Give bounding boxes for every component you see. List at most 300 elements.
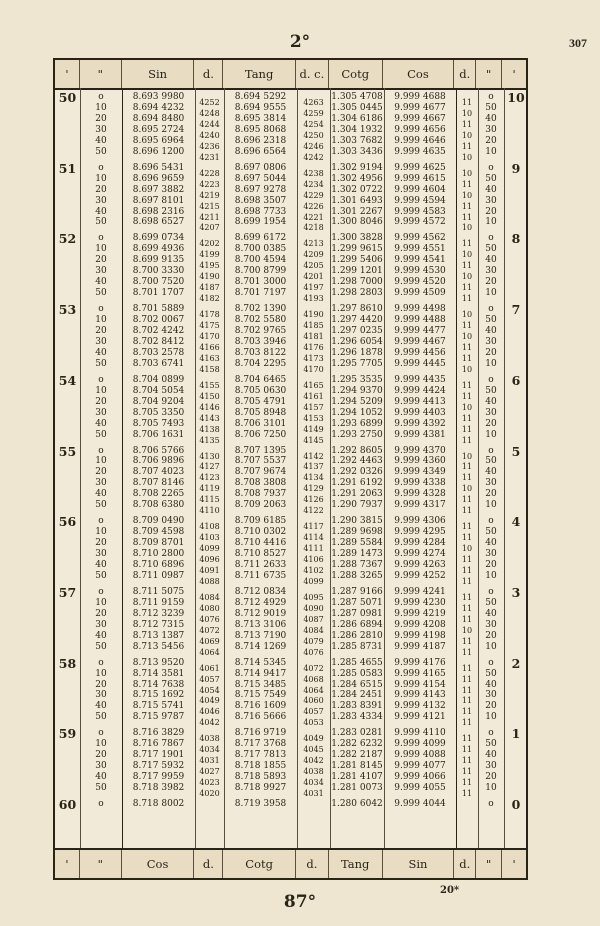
cotg-value: 1.289 9698 [331,527,383,538]
minute-label-right: 1 [511,726,521,742]
tang-value: 8.695 3814 [234,113,287,124]
sin-difference: 4054 [199,685,220,695]
sin-value: 8.694 8480 [132,113,185,124]
cotg-value: 1.285 4655 [331,657,383,668]
tang-difference: 4064 [303,685,324,695]
minute-label: 50 [58,90,77,105]
seconds-value: 50 [95,288,107,299]
cos-value: 9.999 4403 [394,407,446,418]
seconds-value-right: o [488,586,494,597]
cotg-value: 1.283 4334 [331,712,383,723]
sin-value: 8.694 4232 [132,102,185,113]
cotg-value: 1.299 9615 [331,244,383,255]
seconds-value-right: 30 [485,478,497,489]
seconds-value: 30 [95,407,107,418]
sin-value: 8.704 5054 [132,385,185,396]
cos-value: 9.999 4208 [394,619,446,630]
cos-difference: 11 [461,734,473,744]
seconds-value: o [98,586,104,597]
cotg-value: 1.295 7705 [331,358,383,369]
page-number: 307 [569,36,587,50]
cotg-value: 1.292 8605 [331,445,383,456]
footer-col-dc: d. [296,850,329,878]
sin-difference: 4027 [199,767,220,777]
cos-value: 9.999 4509 [394,288,446,299]
cotg-value: 1.292 4463 [331,456,383,467]
tang-difference: 4038 [303,767,324,777]
cos-value: 9.999 4165 [394,668,446,679]
cos-difference: 11 [461,435,473,445]
cos-difference: 11 [461,353,473,363]
seconds-value: 40 [95,630,107,641]
tang-value: 8.714 5345 [234,657,287,668]
tang-value: 8.715 7549 [234,690,287,701]
seconds-value-right: 30 [485,690,497,701]
tang-value: 8.714 1269 [234,641,287,652]
tang-value: 8.698 3507 [234,195,287,206]
tang-difference: 4060 [303,696,324,706]
cos-difference: 11 [461,321,473,331]
signature-mark: 20* [440,885,460,896]
tang-value: 8.717 3768 [234,739,287,750]
sin-value: 8.699 4936 [132,244,185,255]
tang-difference: 4246 [303,141,324,151]
seconds-value-right: 30 [485,266,497,277]
cos-difference: 11 [461,566,473,576]
cos-difference: 11 [461,718,473,728]
cotg-value: 1.281 8145 [331,761,383,772]
tang-value: 8.707 1395 [234,445,287,456]
seconds-value: 50 [95,500,107,511]
sin-value: 8.705 7493 [132,418,185,429]
tang-difference: 4176 [303,342,324,352]
seconds-value: 10 [95,456,107,467]
tang-value: 8.710 8527 [234,549,287,560]
sin-difference: 4091 [199,566,220,576]
sin-difference: 4182 [199,294,220,304]
sin-value: 8.713 9520 [132,657,185,668]
tang-difference: 4165 [303,380,324,390]
seconds-value: o [98,799,104,809]
tang-value: 8.711 2633 [234,560,287,570]
seconds-value: 40 [95,489,107,500]
seconds-value-right: 10 [485,288,497,299]
seconds-value-right: 20 [485,135,497,146]
tang-difference: 4157 [303,402,324,412]
cos-value: 9.999 4541 [394,255,446,266]
tang-difference: 4250 [303,130,324,140]
cos-difference: 11 [461,636,473,646]
sin-difference: 4034 [199,745,220,755]
cos-difference: 11 [461,495,473,505]
tang-difference: 4076 [303,647,324,657]
cos-difference: 11 [461,696,473,706]
sin-value: 8.699 9135 [132,255,185,266]
tang-value: 8.717 7813 [234,750,287,761]
cos-value: 9.999 4615 [394,173,446,184]
tang-value: 8.703 8122 [234,347,287,358]
cos-value: 9.999 4077 [394,761,446,772]
cotg-value: 1.304 6186 [331,113,383,124]
sin-difference: 4049 [199,696,220,706]
tang-difference: 4053 [303,718,324,728]
sin-difference: 4064 [199,647,220,657]
cos-value: 9.999 4583 [394,206,446,217]
sin-difference: 4187 [199,283,220,293]
seconds-value-right: 20 [485,418,497,429]
sin-value: 8.693 9980 [132,92,185,102]
seconds-value: 50 [95,146,107,157]
sin-value: 8.697 8101 [132,195,185,206]
seconds-value-right: 50 [485,668,497,679]
header-col-min: ' [55,60,80,88]
minute-label: 53 [58,302,77,318]
cos-value: 9.999 4263 [394,560,446,570]
seconds-value: 10 [95,739,107,750]
cos-difference: 11 [461,119,473,129]
seconds-value: 50 [95,358,107,369]
sin-difference: 4096 [199,555,220,565]
cos-difference: 11 [461,261,473,271]
cos-difference: 11 [461,473,473,483]
seconds-value: o [98,516,104,527]
tang-difference: 4057 [303,707,324,717]
cos-value: 9.999 4143 [394,690,446,701]
seconds-value-right: 20 [485,772,497,783]
sin-value: 8.715 5741 [132,701,185,712]
cotg-value: 1.290 7937 [331,500,383,511]
sin-value: 8.710 2800 [132,549,185,560]
cos-value: 9.999 4132 [394,701,446,712]
seconds-value-right: 40 [485,467,497,478]
cos-value: 9.999 4295 [394,527,446,538]
seconds-value: 10 [95,385,107,396]
cotg-value: 1.301 2267 [331,206,383,217]
seconds-value-right: 30 [485,619,497,630]
sin-value: 8.709 8701 [132,538,185,549]
minute-label-right: 7 [511,302,521,318]
seconds-value: 40 [95,347,107,358]
sin-difference: 4119 [199,484,220,494]
minute-label: 51 [58,160,77,176]
header-col-tang: Tang [223,60,296,88]
cos-difference: 11 [461,767,473,777]
cotg-value: 1.287 0981 [331,608,383,619]
cos-difference: 10 [461,223,473,233]
tang-value: 8.706 3101 [234,418,287,429]
sin-difference: 4155 [199,380,220,390]
sin-difference: 4143 [199,413,220,423]
sin-difference: 4146 [199,402,220,412]
cos-difference: 11 [461,663,473,673]
seconds-value: o [98,374,104,385]
cotg-value: 1.294 5209 [331,396,383,407]
cos-value: 9.999 4498 [394,304,446,315]
sin-difference: 4190 [199,272,220,282]
tang-value: 8.710 4416 [234,538,287,549]
cotg-value: 1.281 4107 [331,772,383,783]
seconds-value: 50 [95,429,107,440]
tang-difference: 4190 [303,310,324,320]
cos-value: 9.999 4099 [394,739,446,750]
tang-difference: 4122 [303,506,324,516]
sin-difference: 4135 [199,435,220,445]
cotg-value: 1.299 5406 [331,255,383,266]
sin-difference: 4178 [199,310,220,320]
seconds-value: 30 [95,619,107,630]
cotg-value: 1.297 8610 [331,304,383,315]
tang-difference: 4145 [303,435,324,445]
seconds-value: 20 [95,538,107,549]
cos-value: 9.999 4520 [394,277,446,288]
cos-value: 9.999 4667 [394,113,446,124]
cos-value: 9.999 4562 [394,233,446,244]
sin-difference: 4244 [199,119,220,129]
seconds-value: 50 [95,783,107,794]
footer-col-sin: Cos [122,850,195,878]
cos-value: 9.999 4198 [394,630,446,641]
sin-difference: 4110 [199,506,220,516]
tang-difference: 4129 [303,484,324,494]
sin-value: 8.698 6527 [132,217,185,228]
footer-col-d: d. [194,850,223,878]
sin-value: 8.704 0899 [132,374,185,385]
cotg-value: 1.287 9166 [331,586,383,597]
cos-value: 9.999 4317 [394,500,446,511]
cos-value: 9.999 4572 [394,217,446,228]
tang-value: 8.714 9417 [234,668,287,679]
seconds-value-right: o [488,162,494,173]
sin-difference: 4215 [199,201,220,211]
cotg-value: 1.296 1878 [331,347,383,358]
sin-difference: 4223 [199,179,220,189]
sin-difference: 4042 [199,718,220,728]
cos-value: 9.999 4088 [394,750,446,761]
cotg-value: 1.303 3436 [331,146,383,157]
seconds-value-right: 30 [485,407,497,418]
cotg-value: 1.292 0326 [331,467,383,478]
seconds-value: o [98,657,104,668]
seconds-value: 30 [95,195,107,206]
cos-difference: 11 [461,789,473,799]
sin-difference: 4115 [199,495,220,505]
cos-value: 9.999 4635 [394,146,446,157]
seconds-value-right: 10 [485,712,497,723]
tang-value: 8.694 5292 [234,92,287,102]
sin-value: 8.714 7638 [132,679,185,690]
cos-value: 9.999 4349 [394,467,446,478]
seconds-value: 20 [95,608,107,619]
seconds-value-right: 30 [485,549,497,560]
tang-value: 8.719 3958 [234,799,287,809]
sin-value: 8.716 7867 [132,739,185,750]
footer-col-cos: Sin [383,850,455,878]
cos-difference: 11 [461,424,473,434]
cos-difference: 11 [461,576,473,586]
sin-value: 8.705 3350 [132,407,185,418]
tang-value: 8.696 6564 [234,146,287,157]
cotg-value: 1.302 0722 [331,184,383,195]
cotg-value: 1.283 0281 [331,728,383,739]
sin-value: 8.715 1692 [132,690,185,701]
cos-difference: 10 [461,152,473,162]
sin-difference: 4252 [199,98,220,108]
sin-difference: 4099 [199,544,220,554]
sin-difference: 4130 [199,451,220,461]
sin-difference: 4020 [199,789,220,799]
sin-value: 8.706 1631 [132,429,185,440]
sin-difference: 4248 [199,108,220,118]
tang-difference: 4084 [303,625,324,635]
tang-difference: 4114 [303,533,324,543]
cotg-value: 1.293 6899 [331,418,383,429]
sin-value: 8.716 3829 [132,728,185,739]
tang-difference: 4229 [303,190,324,200]
seconds-value-right: 30 [485,761,497,772]
footer-col-min2: ' [512,857,516,871]
tang-difference: 4090 [303,603,324,613]
seconds-value-right: 40 [485,326,497,336]
tang-value: 8.704 6465 [234,374,287,385]
cotg-value: 1.299 1201 [331,266,383,277]
cos-value: 9.999 4488 [394,315,446,326]
sin-difference: 4069 [199,636,220,646]
tang-value: 8.703 3946 [234,336,287,347]
minute-label-right: 6 [511,372,521,388]
tang-difference: 4209 [303,250,324,260]
cos-value: 9.999 4121 [394,712,446,723]
sin-difference: 4236 [199,141,220,151]
tang-value: 8.709 6185 [234,516,287,527]
tang-difference: 4193 [303,294,324,304]
tang-difference: 4173 [303,353,324,363]
sin-value: 8.704 9204 [132,396,185,407]
tang-difference: 4201 [303,272,324,282]
sin-difference: 4199 [199,250,220,260]
tang-difference: 4126 [303,495,324,505]
minute-label-right: 10 [507,90,525,105]
seconds-value: o [98,304,104,315]
seconds-value-right: o [488,92,494,102]
seconds-value-right: 40 [485,184,497,195]
sin-value: 8.718 3982 [132,783,185,794]
tang-difference: 4218 [303,223,324,233]
cos-difference: 10 [461,250,473,260]
cos-value: 9.999 4055 [394,783,446,794]
minute-label: 57 [58,584,77,600]
cos-difference: 11 [461,98,473,108]
sin-value: 8.696 1200 [132,146,185,157]
cos-value: 9.999 4306 [394,516,446,527]
cos-difference: 11 [461,201,473,211]
minute-label-right: 2 [511,655,521,671]
cos-difference: 11 [461,391,473,401]
sin-value: 8.696 9659 [132,173,185,184]
seconds-value-right: 10 [485,146,497,157]
tang-difference: 4221 [303,212,324,222]
header-col-cotg: Cotg [329,60,383,88]
seconds-value: 20 [95,750,107,761]
cotg-value: 1.303 7682 [331,135,383,146]
header-col-dc: d. c. [296,60,329,88]
cos-value: 9.999 4274 [394,549,446,560]
seconds-value: 20 [95,679,107,690]
seconds-value: 20 [95,326,107,336]
cotg-value: 1.287 5071 [331,597,383,608]
cos-difference: 11 [461,342,473,352]
cos-difference: 11 [461,533,473,543]
seconds-value-right: o [488,799,494,809]
cos-value: 9.999 4176 [394,657,446,668]
minute-label-right: 5 [511,443,521,459]
tang-value: 8.707 9674 [234,467,287,478]
tang-value: 8.700 8799 [234,266,287,277]
cos-difference: 10 [461,190,473,200]
tang-value: 8.718 9927 [234,783,287,794]
tang-value: 8.713 3106 [234,619,287,630]
tang-value: 8.716 1609 [234,701,287,712]
cos-difference: 11 [461,756,473,766]
cotg-value: 1.305 4708 [331,92,383,102]
cos-value: 9.999 4230 [394,597,446,608]
tang-difference: 4137 [303,462,324,472]
sin-difference: 4211 [199,212,220,222]
sin-value: 8.712 3239 [132,608,185,619]
cos-difference: 11 [461,603,473,613]
cotg-value: 1.284 2451 [331,690,383,701]
tang-value: 8.699 1954 [234,217,287,228]
seconds-value-right: 10 [485,358,497,369]
cotg-value: 1.285 0583 [331,668,383,679]
minute-label: 54 [58,372,77,388]
seconds-value: 10 [95,315,107,326]
cotg-value: 1.302 9194 [331,162,383,173]
sin-value: 8.708 6380 [132,500,185,511]
seconds-value-right: 20 [485,489,497,500]
complement-degree: 87° [283,892,317,912]
cos-value: 9.999 4551 [394,244,446,255]
sin-difference: 4195 [199,261,220,271]
cos-value: 9.999 4456 [394,347,446,358]
cos-difference: 11 [461,283,473,293]
seconds-value-right: 30 [485,336,497,347]
cotg-value: 1.294 1052 [331,407,383,418]
sin-difference: 4240 [199,130,220,140]
seconds-value-right: 20 [485,701,497,712]
cos-difference: 11 [461,685,473,695]
seconds-value: 10 [95,173,107,184]
cos-difference: 11 [461,745,473,755]
sin-value: 8.709 0490 [132,516,185,527]
seconds-value: 50 [95,570,107,581]
cos-value: 9.999 4688 [394,92,446,102]
seconds-value-right: 50 [485,102,497,113]
cos-difference: 11 [461,555,473,565]
seconds-value-right: 50 [485,739,497,750]
header-col-cos: Cos [383,60,455,88]
column-rule [384,88,385,852]
seconds-value-right: 40 [485,608,497,619]
tang-value: 8.702 9765 [234,326,287,336]
sin-difference: 4084 [199,592,220,602]
tang-value: 8.701 3000 [234,277,287,288]
tang-difference: 4099 [303,576,324,586]
seconds-value: 20 [95,396,107,407]
cos-value: 9.999 4154 [394,679,446,690]
cos-difference: 11 [461,674,473,684]
cos-value: 9.999 4445 [394,358,446,369]
seconds-value: 20 [95,467,107,478]
